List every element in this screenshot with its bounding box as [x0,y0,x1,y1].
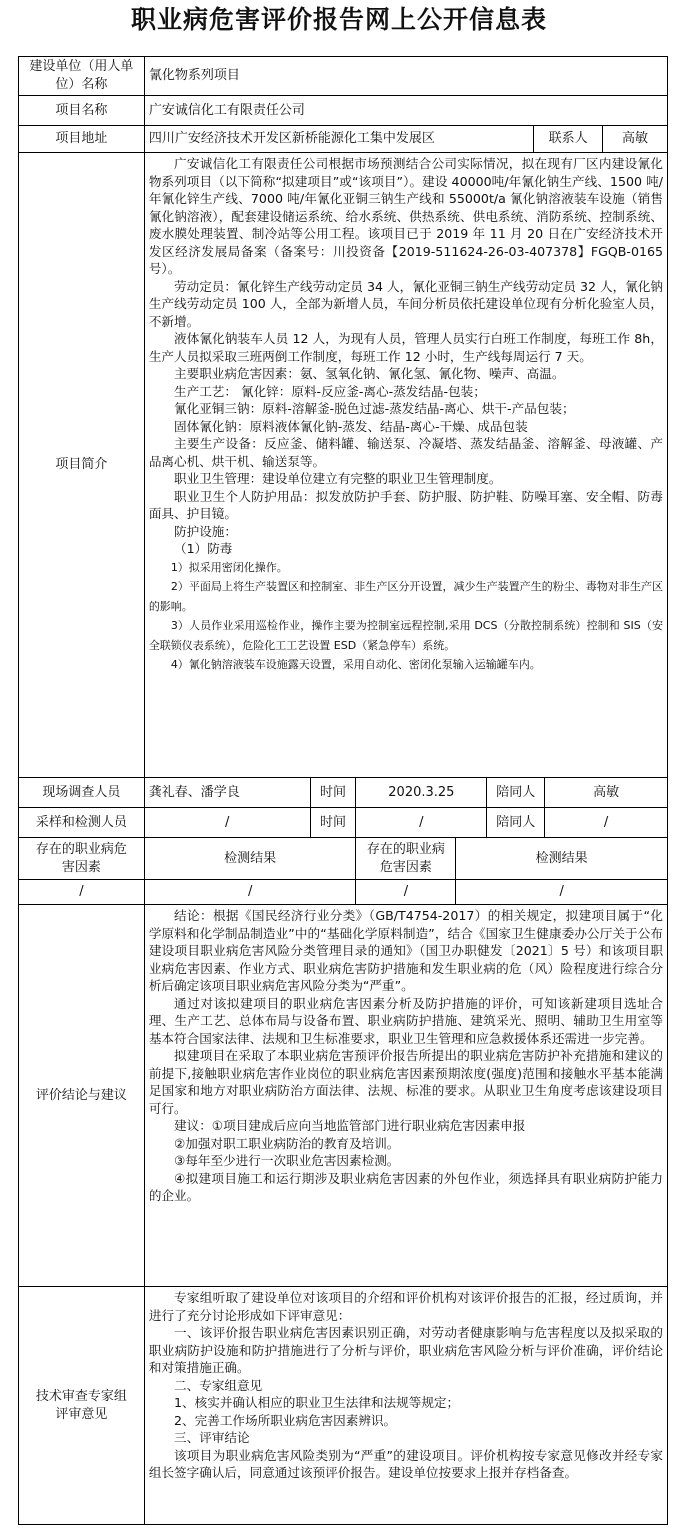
sampling-time-value: / [356,808,487,838]
sampling-value: / [145,808,311,838]
intro-para: 广安诚信化工有限责任公司根据市场预测结合公司实际情况，拟在现有厂区内建设氰化物系列项目（以下简称“拟建项目”或“该项目”）。建设 40000吨/年氰化钠生产线、1500 吨/年氰化锌生产线、7000 吨/年氰化亚铜三钠生产线和 55000t/a 氰化钠溶液装车设施（销售氰化钠溶液），配套建设储运系统、给水系统、供热系统、供电系统、消防系统、控制系统、废水膜处理装置、制冷站等公用工程。该项目已于 2019 年 11 月 20 日在广安经济技术开发区经济发展局备案（备案号：川投资备【2019-511624-26-03-407378】FGQB-0165 号）。 [148,156,663,276]
intro-para: 氰化亚铜三钠：原料-溶解釜-脱色过滤-蒸发结晶-离心、烘干-产品包装； [174,401,575,416]
sampling-acc-label: 陪同人 [487,808,545,838]
intro-label: 项目简介 [19,153,145,778]
intro-para: 液体氰化钠装车人员 12 人，为现有人员，管理人员实行白班工作制度，每班工作 8h，生产人员拟采取三班两倒工作制度，每班工作 12 小时，生产线每周运行 7 天。 [148,331,663,364]
contact-label: 联系人 [534,126,603,153]
expert-para: 三、评审结论 [174,1430,250,1445]
sampling-time-label: 时间 [311,808,357,838]
conclusion-para: ②加强对职工职业病防治的教育及培训。 [174,1135,400,1151]
unit-value: 氰化物系列项目 [145,56,668,96]
conclusion-para: ③每年至少进行一次职业危害因素检测。 [174,1153,400,1168]
survey-time-label: 时间 [311,778,357,808]
row-sampling [18,808,668,838]
row-conclusion [18,905,668,1287]
survey-time-value: 2020.3.25 [356,778,487,808]
conclusion-para: ④拟建项目施工和运行期涉及职业病危害因素的外包作业，须选择具有职业病防护能力的企业。 [148,1170,663,1203]
sampling-acc-value: / [545,808,668,838]
intro-para: 2）平面局上将生产装置区和控制室、非生产区分开设置，减少生产装置产生的粉尘、毒物对非生产区的影响。 [148,580,663,613]
hazard-header-1: 存在的职业病危害因素 [19,838,145,880]
expert-content [145,1287,668,1525]
project-name-value: 广安诚信化工有限责任公司 [145,96,668,126]
expert-para: 一、该评价报告职业病危害因素识别正确，对劳动者健康影响与危害程度以及拟采取的职业病防护设施和防护措施进行了分析与评价，职业病危害风险分析与评价准确，评价结论和对策措施正确。 [148,1325,663,1375]
conclusion-para: 通过对该拟建项目的职业病危害因素分析及防护措施的评价，可知该新建项目选址合理、生产工艺、总体布局与设备布置、职业病防护措施、建筑采光、照明、辅助卫生用室等基本符合国家法律、法规和卫生标准要求，职业卫生管理和应急救援体系还需进一步完善。 [148,995,663,1046]
page-title: 职业病危害评价报告网上公开信息表 [130,5,547,34]
conclusion-content [145,905,668,1287]
hazard-header-4: 检测结果 [456,838,668,880]
expert-para: 二、专家组意见 [174,1377,263,1393]
intro-para: 职业卫生管理：建设单位建立有完整的职业卫生管理制度。 [174,471,502,486]
survey-value: 龚礼春、潘学良 [145,778,311,808]
intro-para: 生产工艺： 氰化锌：原料-反应釜-离心-蒸发结晶-包装； [174,383,486,399]
expert-para: 专家组听取了建设单位对该项目的介绍和评价机构对该评价报告的汇报，经过质询，并进行了充分讨论形成如下评审意见： [148,1290,663,1323]
row-survey [18,778,668,808]
unit-label: 建设单位（用人单位）名称 [19,56,145,96]
expert-para: 1、核实并确认相应的职业卫生法律和法规等规定； [174,1395,460,1410]
row-hazard-values [18,880,668,905]
intro-para: 防护设施： [174,523,237,539]
expert-para: 2、完善工作场所职业病危害因素辨识。 [174,1412,397,1428]
intro-para: 主要生产设备：反应釜、储料罐、输送泵、冷凝塔、蒸发结晶釜、溶解釜、母液罐、产品离心机、烘干机、输送泵等。 [148,436,663,469]
hazard-value-4: / [456,880,668,905]
intro-content [145,153,668,778]
contact-value: 高敏 [603,126,668,153]
row-intro [18,153,668,778]
intro-para: 4）氰化钠溶液装车设施露天设置，采用自动化、密闭化泵输入运输罐车内。 [170,658,541,671]
survey-label: 现场调查人员 [19,778,145,808]
survey-acc-value: 高敏 [545,778,668,808]
row-expert [18,1287,668,1525]
intro-para: 固体氰化钠：原料液体氰化钠-蒸发、结晶-离心-干燥、成品包装 [174,418,528,434]
conclusion-para: 拟建项目在采取了本职业病危害预评价报告所提出的职业病危害防护补充措施和建议的前提下,接触职业病危害作业岗位的职业病危害因素预期浓度(强度)范围和接触水平基本能满足国家和地方对职业病防治方面法律、法规、标准的要求。从职业卫生角度考虑该建设项目可行。 [148,1048,663,1116]
intro-para: 3）人员作业采用巡检作业，操作主要为控制室远程控制,采用 DCS（分散控制系统）控制和 SIS（安全联锁仪表系统），危险化工工艺设置 ESD（紧急停车）系统。 [148,619,663,652]
hazard-header-3: 存在的职业病危害因素 [356,838,456,880]
address-value: 四川广安经济技术开发区新桥能源化工集中发展区 [145,126,534,153]
conclusion-para: 结论：根据《国民经济行业分类》（GB/T4754-2017）的相关规定，拟建项目属于“化学原料和化学制品制造业”中的“基础化学原料制造”，结合《国家卫生健康委办公厅关于公布建设项目职业病危害风险分类管理目录的通知》（国卫办职健发〔2021〕5 号）和该项目职业病危害因素、作业方式、职业病危害防护措施和发生职业病的危（风）险程度进行综合分析后确定该项目职业病危害风险分类为“严重”。 [148,908,663,993]
conclusion-para: 建议：①项目建成后应向当地监管部门进行职业病危害因素申报 [174,1118,526,1133]
survey-acc-label: 陪同人 [487,778,545,808]
hazard-header-2: 检测结果 [145,838,357,880]
expert-para: 该项目为职业病危害风险类别为“严重”的建设项目。评价机构按专家意见修改并经专家组长签字确认后，同意通过该预评价报告。建设单位按要求上报并存档备查。 [148,1447,663,1480]
expert-label: 技术审查专家组评审意见 [19,1287,145,1525]
hazard-value-1: / [19,880,145,905]
hazard-value-3: / [356,880,456,905]
intro-para: 主要职业病危害因素：氨、氢氧化钠、氰化氢、氰化物、噪声、高温。 [174,366,565,381]
project-name-label: 项目名称 [19,96,145,126]
intro-para: 劳动定员：氰化锌生产线劳动定员 34 人，氰化亚铜三钠生产线劳动定员 32 人，氰化钠生产线劳动定员 100 人，全部为新增人员，车间分析员依托建设单位现有分析化验室人员，不新增。 [148,278,663,329]
intro-para: 职业卫生个人防护用品：拟发放防护手套、防护服、防护鞋、防噪耳塞、安全帽、防毒面具、护目镜。 [148,488,663,521]
intro-para: （1）防毒 [174,541,233,556]
row-unit [18,56,668,96]
row-address [18,126,668,153]
intro-para: 1）拟采用密闭化操作。 [170,560,288,574]
row-project-name [18,96,668,126]
sampling-label: 采样和检测人员 [19,808,145,838]
address-label: 项目地址 [19,126,145,153]
info-table [18,56,668,1525]
conclusion-label: 评价结论与建议 [19,905,145,1287]
hazard-value-2: / [145,880,357,905]
row-hazard-header [18,838,668,880]
